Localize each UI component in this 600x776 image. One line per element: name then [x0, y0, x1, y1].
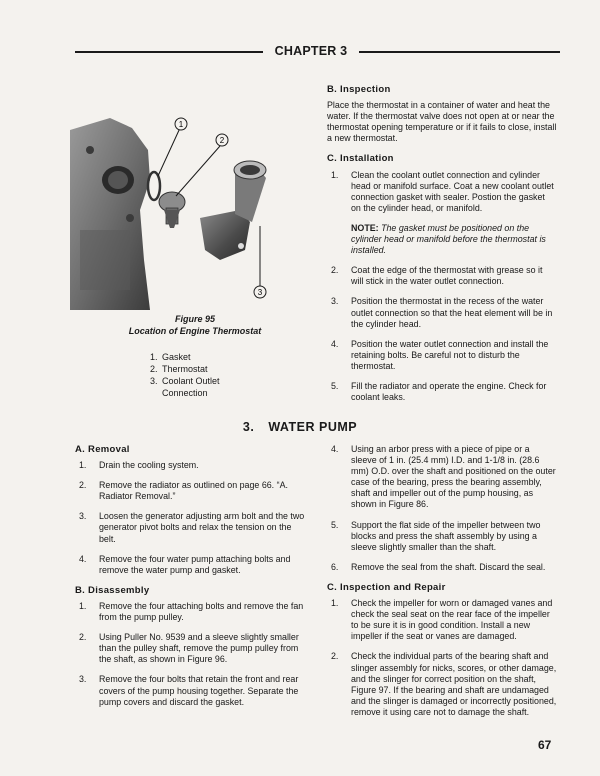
legend-item: 2. Thermostat — [150, 364, 208, 374]
callout-3 — [254, 286, 266, 298]
section-name: WATER PUMP — [268, 420, 358, 434]
list-item: 3. Loosen the generator adjusting arm bolt and the two generator pivot bolts and relax the tension on the belt. — [79, 511, 305, 544]
water-pump-right-column — [327, 444, 557, 727]
inspection-text: Place the thermostat in a container of water and heat the water. If the thermostat valve does not open at or near the thermostat opening temperature or if it fails to close, install a new thermostat. — [327, 100, 557, 144]
svg-text:1: 1 — [178, 120, 184, 129]
list-item: 6. Remove the seal from the shaft. Discard the seal. — [331, 561, 546, 572]
list-item: 3. Position the thermostat in the recess of the water outlet connection so that the heat element will be in the cylinder head. — [331, 296, 553, 329]
chapter-title: CHAPTER 3 — [274, 44, 348, 58]
thermostat-illustration — [70, 110, 285, 310]
installation-note: NOTE: The gasket must be positioned on the cylinder head or manifold before the thermostat is installed. — [351, 222, 546, 256]
inspection-repair-heading: C. Inspection and Repair — [327, 581, 446, 593]
callout-2 — [216, 134, 228, 146]
list-item: 5. Fill the radiator and operate the engine. Check for coolant leaks. — [331, 380, 547, 403]
svg-text:2: 2 — [219, 136, 225, 145]
list-item: 4. Position the water outlet connection and install the retaining bolts. Be careful not to disturb the thermostat. — [331, 338, 549, 371]
rule-left — [75, 51, 263, 53]
list-item: 3. Remove the four bolts that retain the front and rear covers of the pump housing together. Separate the pump covers and discard the gasket. — [79, 674, 299, 707]
list-item: 1. Drain the cooling system. — [79, 460, 199, 471]
thermostat-part — [159, 192, 185, 228]
list-item: 2. Remove the radiator as outlined on page 66. “A. Radiator Removal.” — [79, 480, 288, 502]
legend-item: 1. Gasket — [150, 352, 191, 362]
list-item: 4. Remove the four water pump attaching bolts and remove the water pump and gasket. — [79, 553, 291, 575]
list-item: 2. Using Puller No. 9539 and a sleeve slightly smaller than the pulley shaft, remove the pump pulley from the shaft, as shown in Figure 96. — [79, 632, 299, 665]
chapter-header — [75, 44, 560, 58]
legend-item: Connection — [162, 388, 208, 398]
list-item: 1. Clean the coolant outlet connection and cylinder head or manifold surface. Coat a new coolant outlet connection gasket with sealer. Postion the gasket on the cylinder head, or manifold. — [331, 169, 554, 213]
inspection-heading: B. Inspection — [327, 84, 391, 95]
legend-item: 3. Coolant Outlet — [150, 376, 220, 386]
section-title — [0, 420, 600, 434]
list-item: 4. Using an arbor press with a piece of pipe or a sleeve of 1 in. (25.4 mm) I.D. and 1-1/8 in. (28.6 mm) O.D. over the shaft and positioned on the outer case of the bearing, press the bearing assembly, shaft and impeller out of the pump housing, as shown in Figure 86. — [331, 444, 556, 510]
disassembly-heading: B. Disassembly — [75, 584, 150, 596]
callout-1 — [175, 118, 187, 130]
figure-title: Location of Engine Thermostat — [128, 326, 262, 336]
list-item: 2. Check the individual parts of the bearing shaft and slinger assembly for nicks, scores, or other damage, and the slinger for correct position on the shaft, Figure 97. If the bearing and shaft are undamaged and the slinger is damaged or incorrectly positioned, remove it using care not to damage the shaft. — [331, 651, 557, 717]
thermostat-procedures — [327, 84, 557, 412]
figure-legend — [150, 351, 220, 399]
list-item: 1. Check the impeller for worn or damaged vanes and check the seal seat on the rear face of the impeller to be sure it is in good condition. Install a new impeller if the seat or vanes are damaged. — [331, 598, 553, 642]
coolant-outlet-part — [200, 161, 266, 260]
installation-heading: C. Installation — [327, 153, 394, 165]
removal-heading: A. Removal — [75, 444, 130, 455]
figure-number: Figure 95 — [174, 314, 215, 324]
gasket-part — [148, 172, 160, 200]
rule-right — [359, 51, 560, 53]
section-number: 3. — [242, 420, 255, 434]
list-item: 5. Support the flat side of the impeller between two blocks and press the shaft assembly by using a sleeve slightly smaller than the shaft. — [331, 519, 541, 552]
water-pump-left-column — [75, 444, 305, 717]
svg-text:3: 3 — [257, 288, 263, 297]
thermostat-figure — [70, 110, 285, 310]
list-item: 2. Coat the edge of the thermostat with grease so it will stick in the water outlet connection. — [331, 265, 543, 287]
figure-caption — [75, 313, 315, 337]
page-number: 67 — [538, 738, 552, 752]
list-item: 1. Remove the four attaching bolts and remove the fan from the pump pulley. — [79, 600, 304, 623]
